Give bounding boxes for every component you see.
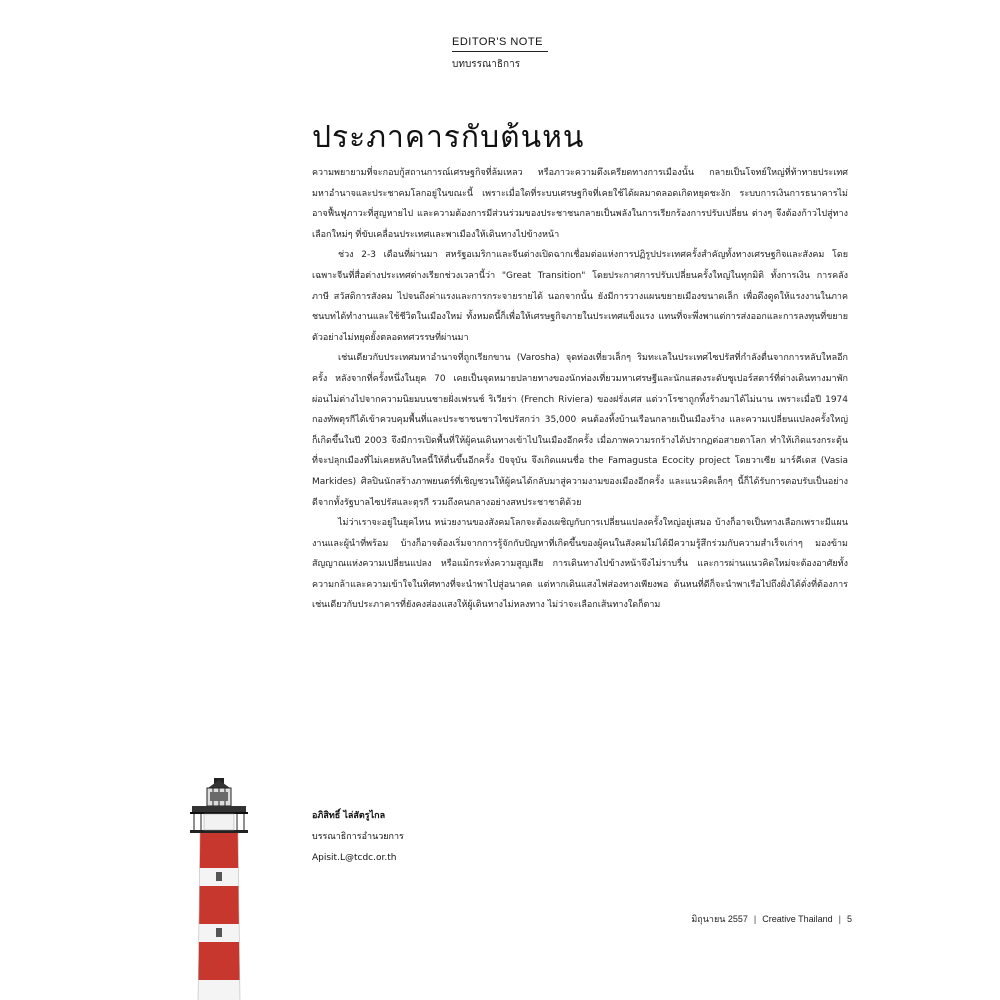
paragraph: เช่นเดียวกับประเทศมหาอำนาจที่ถูกเรียกขาน (Varosha) จุดท่องเที่ยวเล็กๆ ริมทะเลในประเทศไซปรัสที่กำลังตื่นจากการหลับใหลอีกครั้ง หลังจากที่ครั้งหนึ่งในยุค 70 เคยเป็นจุดหมายปลายทางของนักท่องเที่ยวมหาเศรษฐีและนักแสดงระดับซูเปอร์สตาร์ที่ต่างเดินทางมาพักผ่อนไม่ต่างไปจากความนิยมบนชายฝั่งเฟรนช์ ริเวียร่า (French Riviera) ของฝรั่งเศส แต่วาโรชาถูกทิ้งร้างมาได้ไม่นาน เพราะเมื่อปี 1974 กองทัพตุรกีได้เข้าควบคุมพื้นที่และประชาชนชาวไซปรัสกว่า 35,000 คนต้องทิ้งบ้านเรือนกลายเป็นเมืองร้าง และความเปลี่ยนแปลงครั้งใหญ่ก็เกิดขึ้นในปี 2003 จึงมีการเปิดพื้นที่ให้ผู้คนเดินทางเข้าไปในเมืองอีกครั้ง เมื่อภาพความรกร้างได้ปรากฏต่อสายตาโลก ทำให้เกิดแรงกระตุ้นที่จะปลุกเมืองที่ไม่เคยหลับใหลนี้ให้ตื่นขึ้นอีกครั้ง ปัจจุบัน จึงเกิดแผนชื่อ the Famagusta Ecocity project โดยวาเซีย มาร์คีเดส (Vasia Markides) ศิลปินนักสร้างภาพยนตร์ที่เชิญชวนให้ผู้คนได้กลับมาสู่ความงามของเมืองอีกครั้ง และแนวคิดเล็กๆ นี้ก็ได้รับการตอบรับเป็นอย่างดีจากทั้งรัฐบาลไซปรัสและตุรกี รวมถึงคนกลางอย่างสหประชาชาติด้วย: [312, 353, 848, 508]
footer-separator: |: [838, 914, 841, 924]
issue-date: มิถุนายน 2557: [691, 914, 748, 924]
page-number: 5: [846, 914, 852, 924]
publication-name: Creative Thailand: [762, 914, 833, 924]
author-name: อภิสิทธิ์ ไล่สัตรูไกล: [312, 811, 386, 821]
article-body: [312, 163, 848, 616]
page-footer: [691, 912, 852, 926]
paragraph: ไม่ว่าเราจะอยู่ในยุคไหน หน่วยงานของสังคมโลกจะต้องเผชิญกับการเปลี่ยนแปลงครั้งใหญ่อยู่เสมอ บ้างก็อาจเป็นทางเลือกเพราะมีแผนงานและผู้นำที่พร้อม บ้างก็อาจต้องเริ่มจากการรู้จักกับปัญหาที่เกิดขึ้นของผู้คนในสังคมไม่ได้มีความรู้สึกร่วมกับความสำเร็จเก่าๆ มองข้ามสัญญาณแห่งความเปลี่ยนแปลง หรือแม้กระทั่งความสูญเสีย การเดินทางไปข้างหน้าจึงไม่ราบรื่น และการผ่านแนวคิดใหม่จะต้องอาศัยทั้งความกล้าและความเข้าใจในทิศทางที่จะนำพาไปสู่อนาคต แต่หากเดินแสงไฟส่องทางเพียงพอ ต้นหนที่ดีก็จะนำพาเรือไปถึงฝั่งได้ดั่งที่ต้องการ เช่นเดียวกับประภาคารที่ยังคงส่องแสงให้ผู้เดินทางไม่หลงทาง ไม่ว่าจะเลือกเส้นทางใดก็ตาม: [312, 518, 848, 611]
section-header: [452, 36, 552, 72]
paragraph: ช่วง 2-3 เดือนที่ผ่านมา สหรัฐอเมริกาและจีนต่างเปิดฉากเชื่อมต่อแห่งการปฏิรูปประเทศครั้งสำคัญทั้งทางเศรษฐกิจและสังคม โดยเฉพาะจีนที่สื่อต่างประเทศต่างเรียกช่วงเวลานี้ว่า "Great Transition" โดยประกาศการปรับเปลี่ยนครั้งใหญ่ในทุกมิติ ทั้งการเงิน การคลัง ภาษี สวัสดิการสังคม ไปจนถึงค่าแรงและการกระจายรายได้ นอกจากนั้น ยังมีการวางแผนขยายเมืองขนาดเล็ก เพื่อดึงดูดให้แรงงานในภาคชนบทได้ทำงานและใช้ชีวิตในเมืองใหม่ ทั้งหมดนี้ก็เพื่อให้เศรษฐกิจภายในประเทศแข็งแรง แทนที่จะพึ่งพาแต่การส่งออกและการลงทุนที่ขยายตัวอย่างไม่หยุดยั้งตลอดทศวรรษที่ผ่านมา: [312, 250, 848, 343]
section-label-th: บทบรรณาธิการ: [452, 59, 521, 70]
paragraph: ความพยายามที่จะกอบกู้สถานการณ์เศรษฐกิจที่ล้มเหลว หรือภาวะความตึงเครียดทางการเมืองนั้น กลายเป็นโจทย์ใหญ่ที่ท้าทายประเทศมหาอำนาจและประชาคมโลกอยู่ในขณะนี้ เพราะเมื่อใดที่ระบบเศรษฐกิจที่เคยใช้ได้ผลมาตลอดเกิดหยุดชะงัก ระบบการเงินการธนาคารไม่อาจฟื้นฟูภาวะที่สูญหายไป และความต้องการมีส่วนร่วมของประชาชนกลายเป็นพลังในการเรียกร้องการปรับเปลี่ยน ต่างๆ จึงต้องก้าวไปสู่ทางเลือกใหม่ๆ ที่ขับเคลื่อนประเทศและพาเมืองให้เดินทางไปข้างหน้า: [312, 168, 848, 240]
section-label-en: EDITOR'S NOTE: [452, 36, 548, 52]
article-title: ประภาคารกับต้นหน: [312, 120, 585, 155]
author-role: บรรณาธิการอำนวยการ: [312, 832, 404, 842]
footer-separator: |: [753, 914, 757, 924]
author-email[interactable]: Apisit.L@tcdc.or.th: [312, 853, 397, 863]
signature-block: [312, 806, 404, 869]
lighthouse-illustration: [186, 776, 252, 1000]
